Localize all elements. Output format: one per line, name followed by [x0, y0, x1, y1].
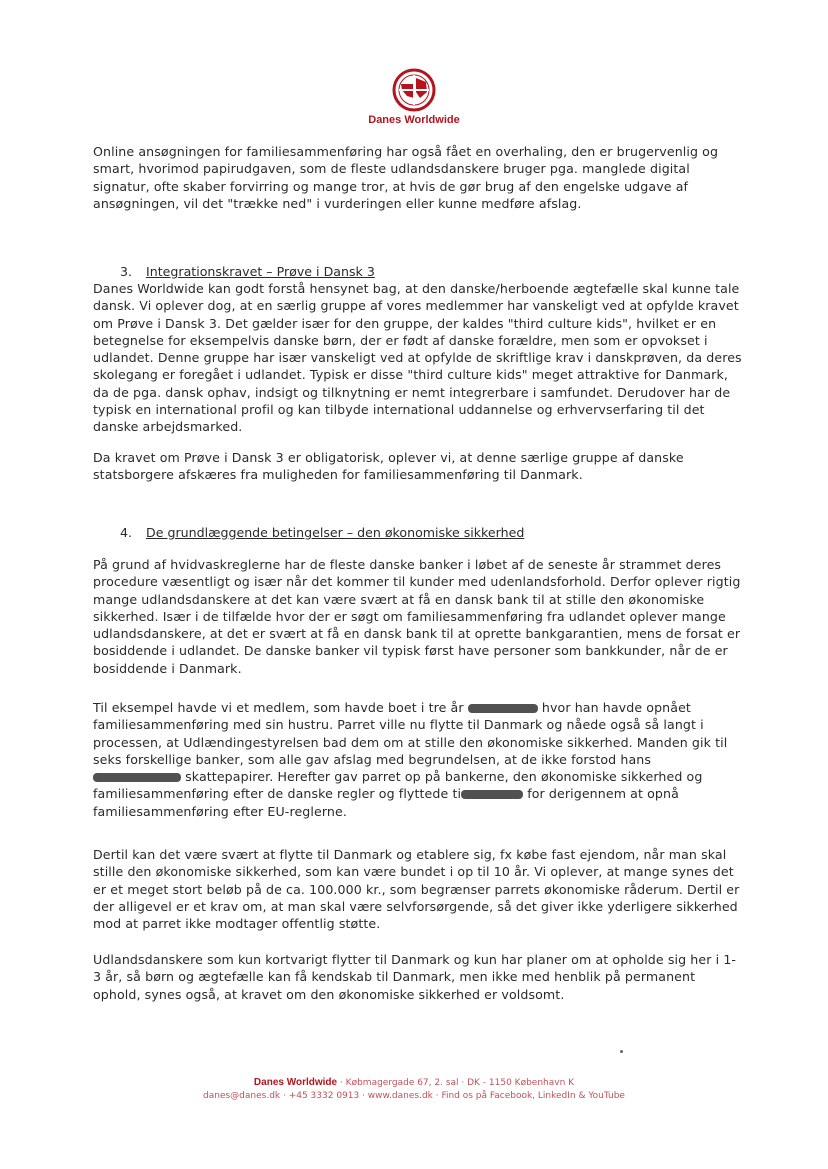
intro-text: Online ansøgningen for familiesammenføring har også fået en overhaling, den er brugervenlig og smart, hvorimod papirudgaven, som de fleste udlandsdanskere bruger pga. manglede digital signatur, ofte skaber forvirring og mange tror, at hvis de gør brug af den engelske udgave af ansøgningen, vil det "trække ned" i vurderingen eller kunne medføre afslag. — [93, 144, 719, 211]
section-4-heading — [120, 524, 524, 541]
section-4-p2-part-c: skattepapirer. Herefter gav parret op på bankerne, den økonomiske sikkerhed og familiesammenføring efter de danske regler og flyttede ti — [93, 769, 703, 802]
section-4-paragraph-4: Udlandsdanskere som kun kortvarigt flytter til Danmark og kun har planer om at opholde sig her i 1-3 år, så børn og ægtefælle kan få kendskab til Danmark, men ikke med henblik på permanent ophold, synes også, at kravet om den økonomiske sikkerhed er voldsomt. — [93, 952, 737, 1002]
footer-address: · Købmagergade 67, 2. sal · DK - 1150 København K — [337, 1078, 575, 1088]
section-3-paragraph-2: Da kravet om Prøve i Dansk 3 er obligatorisk, oplever vi, at denne særlige gruppe af danske statsborgere afskæres fra muligheden for familiesammenføring til Danmark. — [93, 450, 684, 483]
redaction-mark — [468, 704, 538, 713]
section-4-p2-part-d: for derigennem at opnå familiesammenføring efter EU-reglerne. — [93, 786, 679, 819]
footer-line-1 — [0, 1076, 828, 1090]
section-4-paragraph-3: Dertil kan det være svært at flytte til Danmark og etablere sig, fx købe fast ejendom, når man skal stille den økonomiske sikkerhed, som kan være bundet i op til 10 år. Vi oplever, at mange synes det er et meget stort beløb på de ca. 100.000 kr., som begrænser parrets økonomiske råderum. Dertil er der alligevel er et krav om, at man skal være selvforsørgende, så det giver ikke yderligere sikkerhed mod at parret ikke modtager offentlig støtte. — [93, 847, 740, 932]
logo — [0, 68, 828, 126]
section-3-body-2 — [93, 449, 743, 484]
footer-contact: danes@danes.dk · +45 3332 0913 · www.danes.dk · Find os på Facebook, LinkedIn & YouTube — [203, 1091, 625, 1101]
section-3-body — [93, 280, 743, 436]
section-4-body-3 — [93, 846, 743, 932]
section-4-body-4 — [93, 951, 743, 1003]
section-4-body-1 — [93, 556, 743, 677]
scan-speck — [620, 1050, 623, 1053]
footer — [0, 1076, 828, 1103]
section-3-paragraph-1: Danes Worldwide kan godt forstå hensynet bag, at den danske/herboende ægtefælle skal kunne tale dansk. Vi oplever dog, at en særlig gruppe af vores medlemmer har vanskeligt ved at opfylde kravet om Prøve i Dansk 3. Det gælder især for den gruppe, der kaldes "third culture kids", hvilket er en betegnelse for eksempelvis danske børn, der er født af danske forældre, men som er opvokset i udlandet. Denne gruppe har især vanskeligt ved at opfylde de skriftlige krav i danskprøven, da deres skolegang er foregået i udlandet. Typisk er disse "third culture kids" meget attraktive for Danmark, da de pga. dansk ophav, indsigt og tilknytning er nemt integrerbare i samfundet. Derudover har de typisk en international profil og kan tilbyde international uddannelse og erhvervserfaring til det danske arbejdsmarked. — [93, 281, 742, 435]
logo-text: Danes Worldwide — [368, 114, 460, 126]
redaction-mark — [93, 773, 181, 782]
section-4-p2-part-a: Til eksempel havde vi et medlem, som havde boet i tre år — [93, 700, 464, 715]
section-4-paragraph-2 — [93, 699, 743, 820]
section-4-number: 4. — [120, 525, 133, 540]
footer-brand: Danes Worldwide — [253, 1077, 338, 1088]
intro-paragraph — [93, 143, 743, 212]
section-4-title: De grundlæggende betingelser – den økonomiske sikkerhed — [146, 525, 525, 540]
section-3-title: Integrationskravet – Prøve i Dansk 3 — [146, 264, 375, 279]
section-3-number: 3. — [120, 264, 133, 279]
section-4-p2-part-b: hvor han havde opnået familiesammenføring med sin hustru. Parret ville nu flytte til Danmark og nåede også så langt i processen, at Udlændingestyrelsen bad dem om at stille den økonomiske sikkerhed. Manden gik til seks forskellige banker, som alle gav afslag med begrundelsen, at de ikke forstod hans — [93, 700, 728, 767]
section-3-heading — [120, 263, 375, 280]
redaction-mark — [461, 790, 523, 799]
globe-logo-icon — [392, 68, 436, 112]
section-4-body-2 — [93, 699, 743, 820]
section-4-paragraph-1: På grund af hvidvaskreglerne har de fleste danske banker i løbet af de seneste år strammet deres procedure væsentligt og især når det kommer til kunder med udenlandsforhold. Derfor oplever rigtig mange udlandsdanskere at det kan være svært at få en dansk bank til at stille den økonomiske sikkerhed. Især i de tilfælde hvor der er søgt om familiesammenføring fra udlandet oplever mange udlandsdanskere, at det er svært at få en dansk bank til at oprette bankgarantien, mens de forsat er bosiddende i udlandet. De danske banker vil typisk først have personer som bankkunder, når de er bosiddende i Danmark. — [93, 557, 741, 676]
